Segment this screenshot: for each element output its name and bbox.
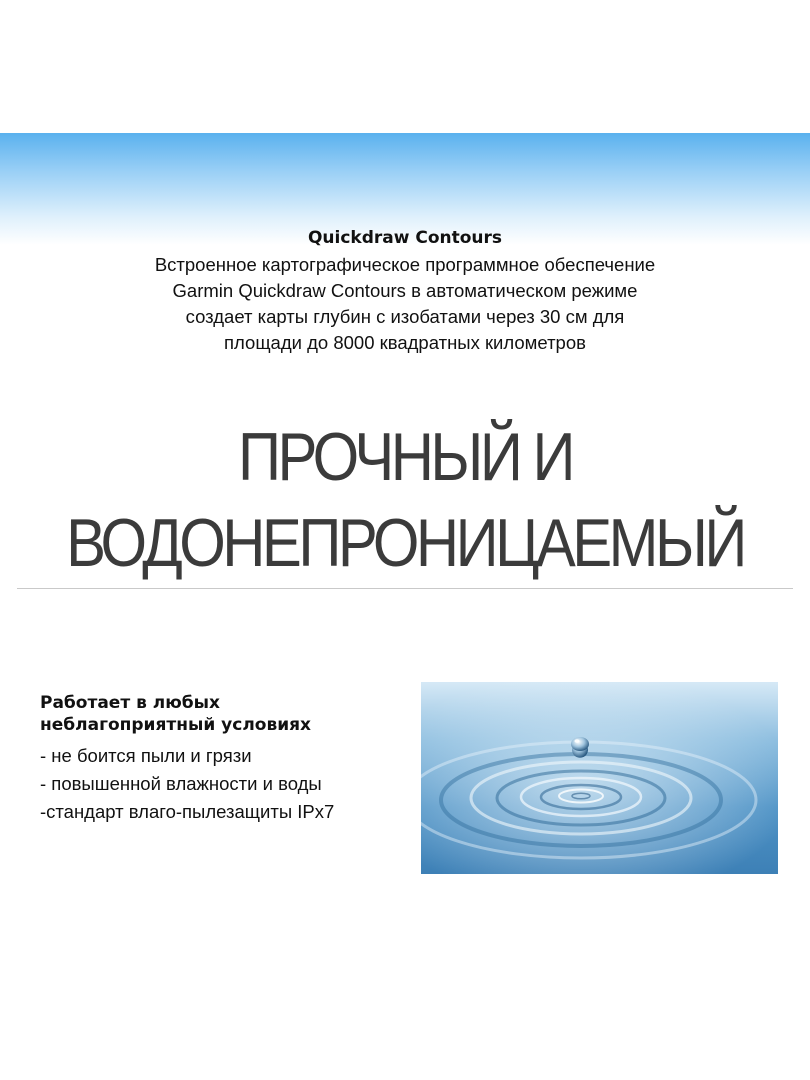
headline-line-1: ПРОЧНЫЙ И xyxy=(238,419,572,495)
feature-item: -стандарт влаго-пылезащиты IPx7 xyxy=(40,801,335,822)
features-title-line: Работает в любых xyxy=(40,693,220,713)
feature-item: - повышенной влажности и воды xyxy=(40,773,322,794)
features-section xyxy=(40,692,400,826)
intro-title: Quickdraw Contours xyxy=(307,228,503,248)
headline-line-2: ВОДОНЕПРОНИЦАЕМЫЙ xyxy=(66,505,744,581)
intro-line: Встроенное картографическое программное обеспечение xyxy=(154,254,656,275)
water-drop-image xyxy=(421,682,778,874)
feature-item: - не боится пыли и грязи xyxy=(40,745,252,766)
features-title-line: неблагоприятный условиях xyxy=(40,715,312,735)
intro-description xyxy=(105,252,705,356)
divider xyxy=(17,588,793,589)
features-title xyxy=(40,692,400,736)
intro-line: Garmin Quickdraw Contours в автоматическом режиме xyxy=(172,280,638,301)
intro-section xyxy=(0,226,810,356)
intro-line: создает карты глубин с изобатами через 30 см для xyxy=(185,306,625,327)
headline xyxy=(49,414,762,586)
intro-line: площади до 8000 квадратных километров xyxy=(224,332,586,353)
